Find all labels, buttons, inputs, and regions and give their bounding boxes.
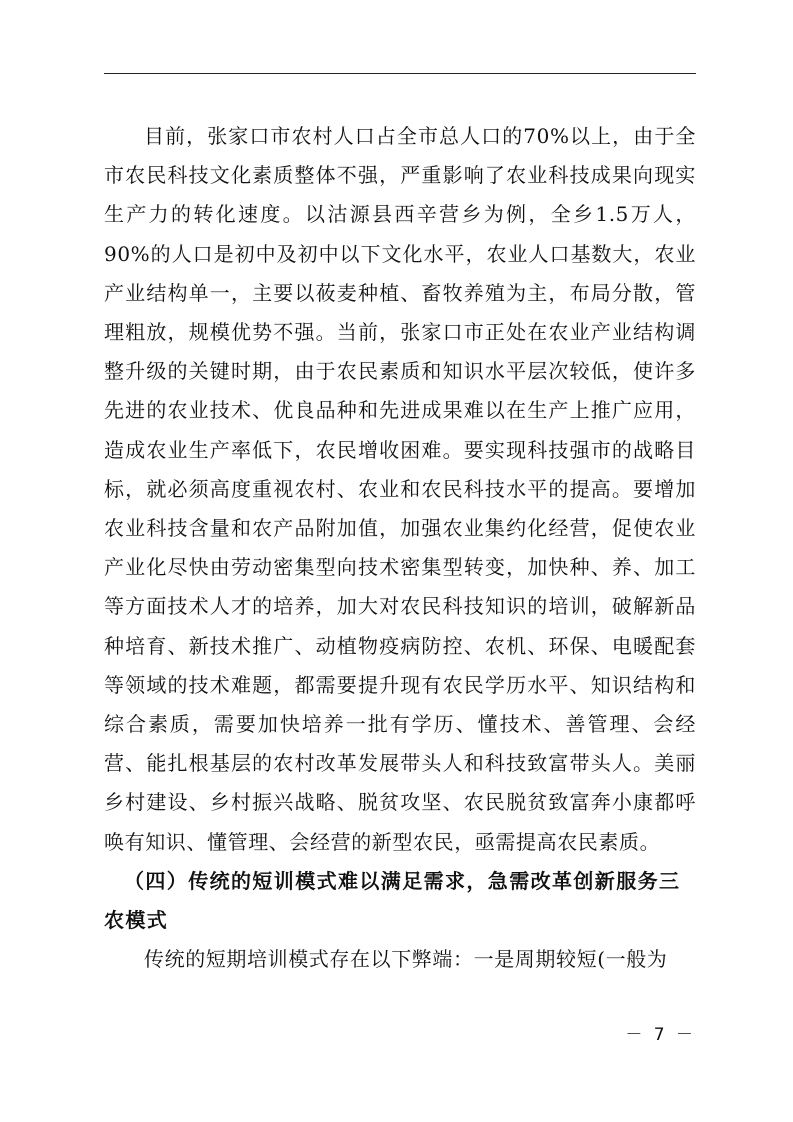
- document-body: [104, 117, 696, 979]
- page-number: － 7 －: [625, 1025, 696, 1045]
- header-rule: [104, 73, 696, 74]
- body-paragraph: 传统的短期培训模式存在以下弊端：一是周期较短(一般为: [144, 947, 668, 972]
- section-heading: （四）传统的短训模式难以满足需求，急需改革创新服务三农模式: [104, 868, 681, 933]
- body-paragraph: 目前，张家口市农村人口占全市总人口的70%以上，由于全市农民科技文化素质整体不强，严重影响了农业科技成果向现实生产力的转化速度。以沽源县西辛营乡为例，全乡1.5万人，90%的人口是初中及初中以下文化水平，农业人口基数大，农业产业结构单一，主要以莜麦种植、畜牧养殖为主，布局分散，管理粗放，规模优势不强。当前，张家口市正处在农业产业结构调整升级的关键时期，由于农民素质和知识水平层次较低，使许多先进的农业技术、优良品种和先进成果难以在生产上推广应用，造成农业生产率低下，农民增收困难。要实现科技强市的战略目标，就必须高度重视农村、农业和农民科技水平的提高。要增加农业科技含量和农产品附加值，加强农业集约化经营，促使农业产业化尽快由劳动密集型向技术密集型转变，加快种、养、加工等方面技术人才的培养，加大对农民科技知识的培训，破解新品种培育、新技术推广、动植物疫病防控、农机、环保、电暖配套等领域的技术难题，都需要提升现有农民学历水平、知识结构和综合素质，需要加快培养一批有学历、懂技术、善管理、会经营、能扎根基层的农村改革发展带头人和科技致富带头人。美丽乡村建设、乡村振兴战略、脱贫攻坚、农民脱贫致富奔小康都呼唤有知识、懂管理、会经营的新型农民，亟需提高农民素质。: [104, 124, 696, 854]
